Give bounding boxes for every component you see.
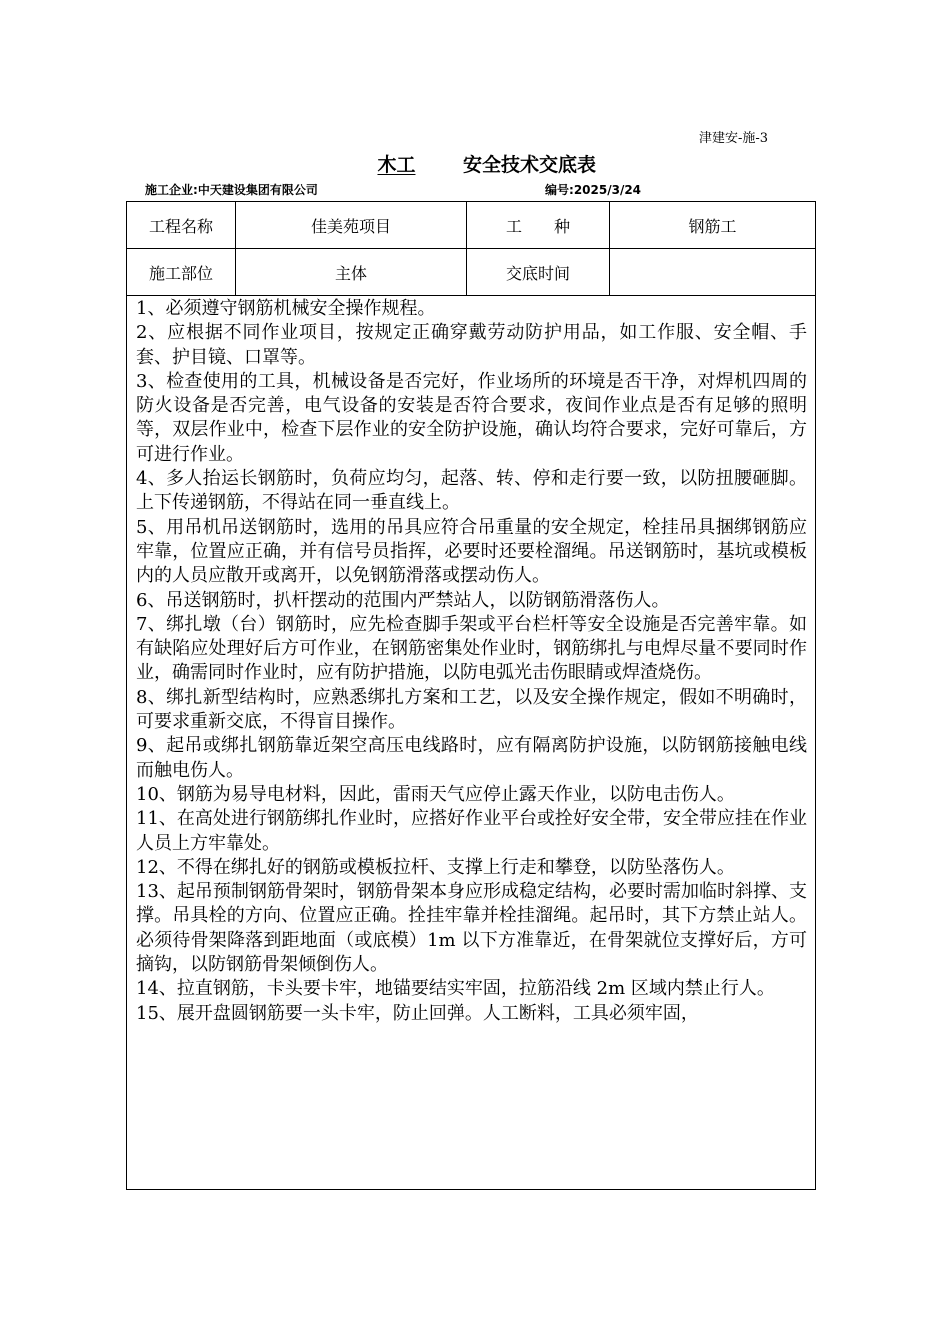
disclosure-time-label: 交底时间 bbox=[467, 249, 610, 296]
project-name-label: 工程名称 bbox=[127, 202, 236, 249]
clause-3: 3、检查使用的工具，机械设备是否完好，作业场所的环境是否干净，对焊机四周的防火设备是否完善，电气设备的安装是否符合要求，夜间作业点是否有足够的照明等，双层作业中，检查下层作业的安全防护设施，确认均符合要求，完好可靠后，方可进行作业。 bbox=[136, 370, 807, 465]
number-label: 编号: bbox=[545, 183, 574, 197]
safety-clauses bbox=[127, 296, 815, 1189]
clause-9: 9、起吊或绑扎钢筋靠近架空高压电线路时，应有隔离防护设施，以防钢筋接触电线而触电伤人。 bbox=[136, 735, 807, 781]
clause-12: 12、不得在绑扎好的钢筋或模板拉杆、支撑上行走和攀登，以防坠落伤人。 bbox=[136, 856, 735, 878]
clause-4: 4、多人抬运长钢筋时，负荷应均匀，起落、转、停和走行要一致，以防扭腰砸脚。上下传递钢筋，不得站在同一垂直线上。 bbox=[136, 468, 807, 514]
clause-6: 6、吊送钢筋时，扒杆摆动的范围内严禁站人，以防钢筋滑落伤人。 bbox=[136, 589, 670, 611]
company-line bbox=[145, 181, 318, 198]
table-row bbox=[127, 202, 816, 249]
clause-10: 10、钢筋为易导电材料，因此，雷雨天气应停止露天作业，以防电击伤人。 bbox=[136, 783, 735, 805]
company-name: 中天建设集团有限公司 bbox=[197, 183, 318, 197]
table-row bbox=[127, 296, 816, 1190]
safety-content-cell bbox=[127, 296, 816, 1190]
document-title bbox=[330, 150, 596, 177]
construction-location-label: 施工部位 bbox=[127, 249, 236, 296]
clause-5: 5、用吊机吊送钢筋时，选用的吊具应符合吊重量的安全规定，栓挂吊具捆绑钢筋应牢靠，位置应正确，并有信号员指挥，必要时还要栓溜绳。吊送钢筋时，基坑或模板内的人员应散开或离开，以免钢筋滑落或摆动伤人。 bbox=[136, 516, 807, 587]
construction-location-value: 主体 bbox=[236, 249, 467, 296]
number-value: 2025/3/24 bbox=[573, 183, 642, 197]
number-line bbox=[545, 181, 641, 198]
form-code: 津建安-施-3 bbox=[699, 131, 769, 146]
clause-2: 2、应根据不同作业项目，按规定正确穿戴劳动防护用品，如工作服、安全帽、手套、护目镜、口罩等。 bbox=[136, 322, 807, 368]
project-name-value: 佳美苑项目 bbox=[236, 202, 467, 249]
clause-7: 7、绑扎墩（台）钢筋时，应先检查脚手架或平台栏杆等安全设施是否完善牢靠。如有缺陷应处理好后方可作业，在钢筋密集处作业时，钢筋绑扎与电焊尽量不要同时作业，确需同时作业时，应有防护措施，以防电弧光击伤眼睛或焊渣烧伤。 bbox=[136, 613, 807, 684]
clause-8: 8、绑扎新型结构时，应熟悉绑扎方案和工艺，以及安全操作规定，假如不明确时，可要求重新交底，不得盲目操作。 bbox=[136, 686, 807, 733]
trade-type-value: 钢筋工 bbox=[610, 202, 816, 249]
clause-14: 14、拉直钢筋，卡头要卡牢，地锚要结实牢固，拉筋沿线 2m 区域内禁止行人。 bbox=[136, 978, 775, 1000]
table-row bbox=[127, 249, 816, 296]
disclosure-time-value bbox=[610, 249, 816, 296]
clause-13: 13、起吊预制钢筋骨架时，钢筋骨架本身应形成稳定结构，必要时需加临时斜撑、支撑。吊具栓的方向、位置应正确。拴挂牢靠并栓挂溜绳。起吊时，其下方禁止站人。必须待骨架降落到距地面（或底模）1m 以下方准靠近，在骨架就位支撑好后，方可摘钩，以防钢筋骨架倾倒伤人。 bbox=[136, 881, 807, 976]
trade-name: 木工 bbox=[377, 154, 416, 176]
trade-type-label: 工 种 bbox=[467, 202, 610, 249]
clause-15: 15、展开盘圆钢筋要一头卡牢，防止回弹。人工断料，工具必须牢固， bbox=[136, 1002, 699, 1024]
company-label: 施工企业: bbox=[145, 183, 198, 197]
clause-1: 1、必须遵守钢筋机械安全操作规程。 bbox=[136, 298, 436, 319]
disclosure-table bbox=[126, 201, 816, 1190]
clause-11: 11、在高处进行钢筋绑扎作业时，应搭好作业平台或拴好安全带，安全带应挂在作业人员上方牢靠处。 bbox=[136, 808, 807, 854]
title-text: 安全技术交底表 bbox=[463, 154, 597, 176]
